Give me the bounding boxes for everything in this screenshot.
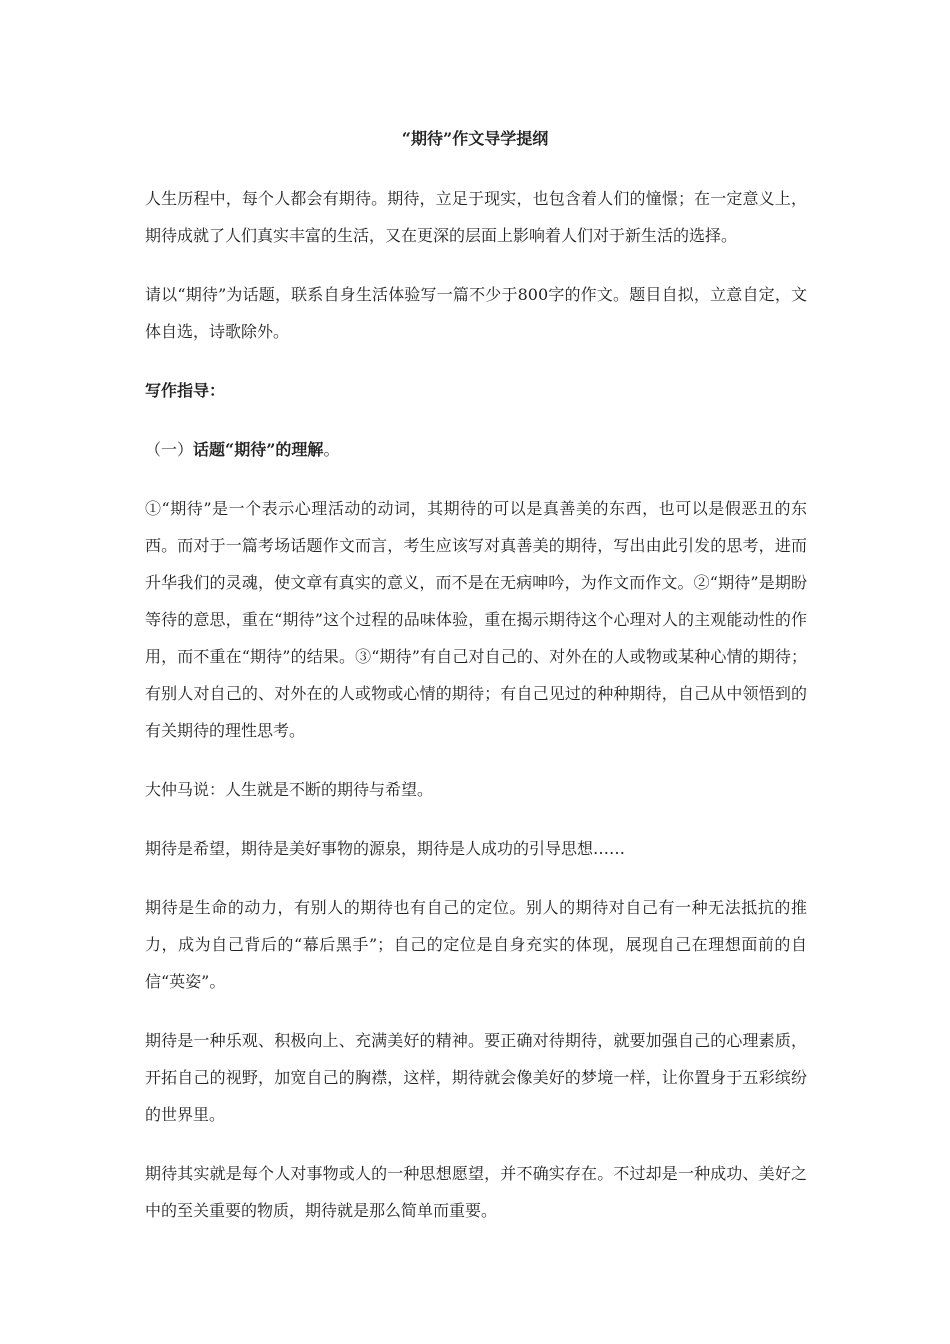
intro-paragraph: 人生历程中，每个人都会有期待。期待，立足于现实，也包含着人们的憧憬；在一定意义上，期待成就了人们真实丰富的生活，又在更深的层面上影响着人们对于新生活的选择。 [145, 189, 807, 245]
section-1-heading [145, 431, 807, 468]
section-1-title: 话题“期待”的理解 [193, 440, 324, 459]
section-1-prefix: （一） [145, 440, 194, 459]
analysis-paragraph: ①“期待”是一个表示心理活动的动词，其期待的可以是真善美的东西，也可以是假恶丑的东西。而对于一篇考场话题作文而言，考生应该写对真善美的期待，写出由此引发的思考，进而升华我们的灵魂，使文章有真实的意义，而不是在无病呻吟，为作文而作文。②“期待”是期盼等待的意思，重在“期待”这个过程的品味体验，重在揭示期待这个心理对人的主观能动性的作用，而不重在“期待”的结果。③“期待”有自己对自己的、对外在的人或物或某种心情的期待；有别人对自己的、对外在的人或物或心情的期待；有自己见过的种种期待，自己从中领悟到的有关期待的理性思考。 [145, 499, 807, 740]
hope-paragraph: 期待是希望，期待是美好事物的源泉，期待是人成功的引导思想…… [145, 839, 626, 858]
writing-guide-heading: 写作指导： [145, 381, 226, 400]
section-1-suffix: 。 [323, 440, 340, 459]
power-paragraph: 期待是生命的动力，有别人的期待也有自己的定位。别人的期待对自己有一种无法抵抗的推力，成为自己背后的“幕后黑手”；自己的定位是自身充实的体现，展现自己在理想面前的自信“英姿”。 [145, 898, 807, 991]
document-body [145, 180, 807, 1251]
prompt-paragraph: 请以“期待”为话题，联系自身生活体验写一篇不少于800字的作文。题目自拟，立意自定，文体自选，诗歌除外。 [145, 285, 807, 341]
quote-paragraph: 大仲马说：人生就是不断的期待与希望。 [145, 780, 434, 799]
document-title: “期待”作文导学提纲 [401, 129, 549, 148]
wish-paragraph: 期待其实就是每个人对事物或人的一种思想愿望，并不确实存在。不过却是一种成功、美好之中的至关重要的物质，期待就是那么简单而重要。 [145, 1164, 807, 1220]
spirit-paragraph: 期待是一种乐观、积极向上、充满美好的精神。要正确对待期待，就要加强自己的心理素质，开拓自己的视野，加宽自己的胸襟，这样，期待就会像美好的梦境一样，让你置身于五彩缤纷的世界里。 [145, 1031, 807, 1124]
